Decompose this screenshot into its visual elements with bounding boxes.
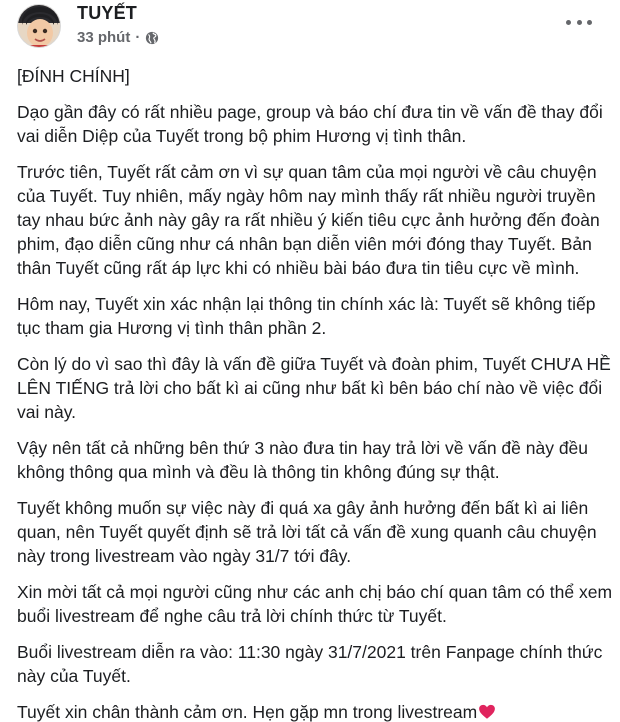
avatar[interactable] <box>17 4 61 48</box>
post-paragraph: Dạo gần đây có rất nhiều page, group và báo chí đưa tin về vấn đề thay đổi vai diễn Diệp của Tuyết trong bộ phim Hương vị tình thân. <box>17 102 603 146</box>
post-paragraph: Xin mời tất cả mọi người cũng như các anh chị báo chí quan tâm có thể xem buổi livestream để nghe câu trả lời chính thức từ Tuyết. <box>17 582 613 626</box>
post-paragraph: Vậy nên tất cả những bên thứ 3 nào đưa tin hay trả lời về vấn đề này đều không thông qua mình và đều là thông tin không đúng sự thật. <box>17 438 589 482</box>
meta-separator: · <box>135 29 141 46</box>
post-paragraph: Còn lý do vì sao thì đây là vấn đề giữa Tuyết và đoàn phim, Tuyết CHƯA HỀ LÊN TIẾNG trả lời cho bất kì ai cũng như bất kì bên báo chí nào về việc đổi vai này. <box>17 354 611 422</box>
more-horizontal-icon <box>577 20 582 25</box>
post-paragraph: Trước tiên, Tuyết rất cảm ơn vì sự quan tâm của mọi người về câu chuyện của Tuyết. Tuy nhiên, mấy ngày hôm nay mình thấy rất nhiều người truyền tay nhau bức ảnh này gây ra rất nhiều ý kiến tiêu cực ảnh hưởng đến đoàn phim, đạo diễn cũng như cá nhân bạn diễn viên mới đóng thay Tuyết. Bản thân Tuyết cũng rất áp lực khi có nhiều bài báo đưa tin tiêu cực về mình. <box>17 162 600 278</box>
post-body <box>17 64 613 722</box>
globe-icon[interactable] <box>145 31 159 45</box>
more-options-button[interactable] <box>566 12 592 32</box>
post-paragraph-heading: [ĐÍNH CHÍNH] <box>17 66 130 86</box>
post-paragraph: Hôm nay, Tuyết xin xác nhận lại thông tin chính xác là: Tuyết sẽ không tiếp tục tham gia Hương vị tình thân phần 2. <box>17 294 596 338</box>
post-paragraph: Buổi livestream diễn ra vào: 11:30 ngày 31/7/2021 trên Fanpage chính thức này của Tuyết. <box>17 642 603 686</box>
red-heart-icon <box>478 703 496 721</box>
post-paragraph-closing <box>17 700 613 722</box>
avatar-image <box>18 5 61 48</box>
more-horizontal-icon <box>566 20 571 25</box>
closing-text: Tuyết xin chân thành cảm ơn. Hẹn gặp mn trong livestream <box>17 702 478 722</box>
more-horizontal-icon <box>587 20 592 25</box>
post-meta <box>77 28 159 48</box>
post-header <box>0 0 620 56</box>
post-timestamp[interactable]: 33 phút <box>77 29 131 46</box>
author-name[interactable]: TUYẾT <box>77 3 138 23</box>
post-paragraph: Tuyết không muốn sự việc này đi quá xa gây ảnh hưởng đến bất kì ai liên quan, nên Tuyết quyết định sẽ trả lời tất cả vấn đề xung quanh câu chuyện này trong livestream vào ngày 31/7 tới đây. <box>17 498 597 566</box>
